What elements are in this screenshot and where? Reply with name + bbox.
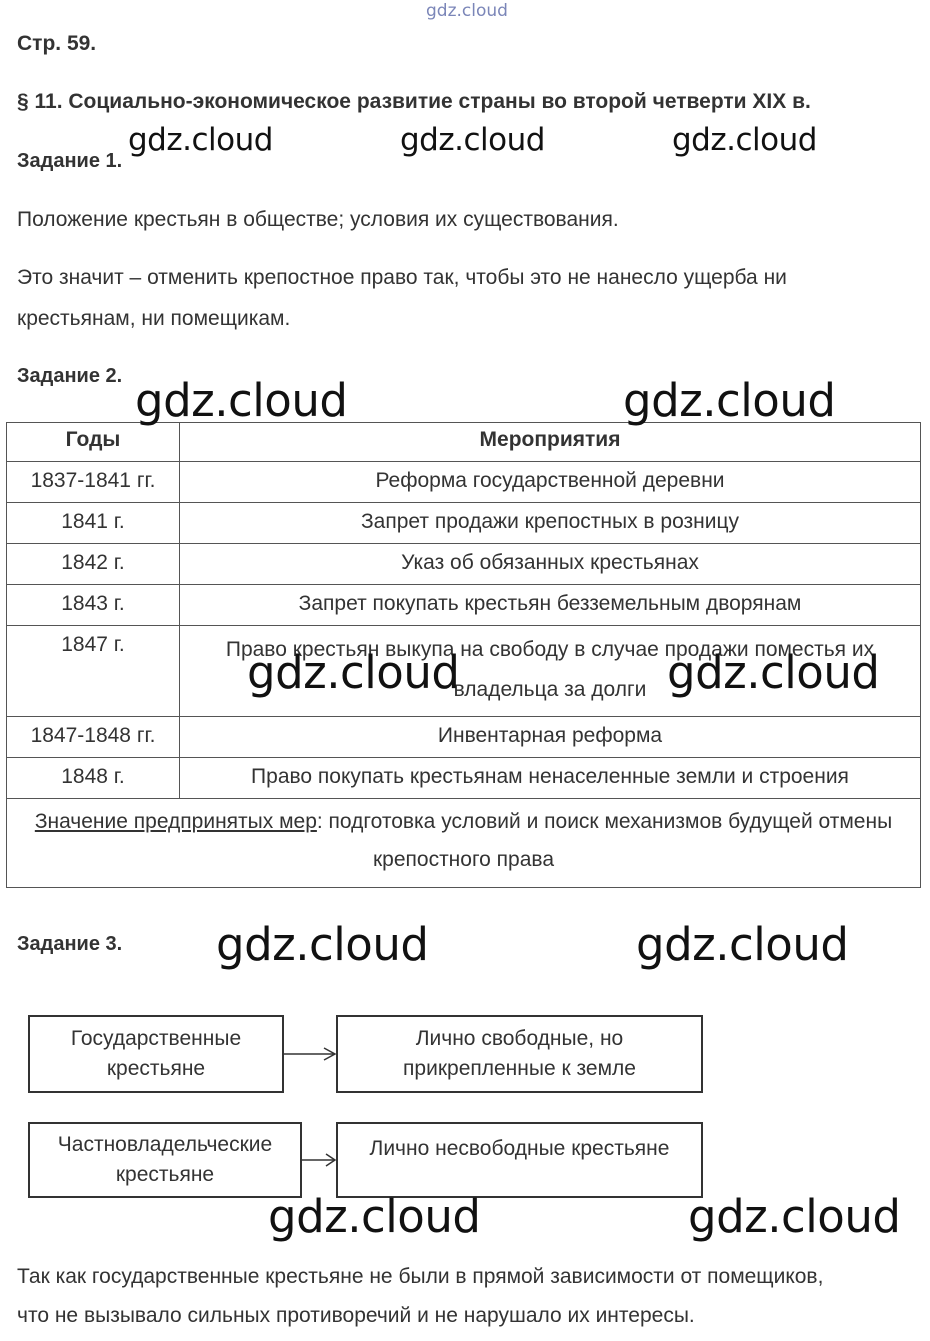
event-cell: Указ об обязанных крестьянах [180, 544, 921, 585]
watermark: gdz.cloud [400, 122, 545, 158]
state-peasants-label: Государственные крестьяне [70, 1027, 242, 1080]
personally-free-box [336, 1015, 703, 1093]
note-text: : подготовка условий и поиск механизмов будущей отмены крепостного права [316, 810, 893, 871]
note-label: Значение предпринятых мер [34, 810, 317, 833]
table-row [7, 717, 921, 758]
header-events: Мероприятия [180, 423, 921, 462]
watermark-top: gdz.cloud [426, 1, 508, 21]
state-peasants-box [28, 1015, 284, 1093]
table-row [7, 462, 921, 503]
task1-line2a: Это значит – отменить крепостное право так, чтобы это не нанесло ущерба ни [17, 266, 787, 289]
header-years: Годы [7, 423, 180, 462]
task3-conclusion-a: Так как государственные крестьяне не были в прямой зависимости от помещиков, [17, 1265, 824, 1288]
year-cell: 1848 г. [7, 758, 180, 799]
watermark: gdz.cloud [667, 646, 880, 699]
arrow-right-icon [284, 1044, 338, 1064]
private-peasants-label: Частновладельческие крестьяне [57, 1133, 273, 1186]
event-cell: Запрет покупать крестьян безземельным дворянам [180, 585, 921, 626]
watermark: gdz.cloud [688, 1190, 901, 1243]
watermark: gdz.cloud [135, 374, 348, 427]
table-header-row [7, 423, 921, 462]
year-cell: 1847 г. [7, 626, 180, 717]
event-cell: Инвентарная реформа [180, 717, 921, 758]
watermark: gdz.cloud [623, 374, 836, 427]
task3-conclusion-b: что не вызывало сильных противоречий и не нарушало их интересы. [17, 1304, 695, 1327]
table-note-row [7, 799, 921, 888]
table-row [7, 585, 921, 626]
personally-free-label: Лично свободные, но прикрепленные к земле [403, 1027, 636, 1080]
task2-heading: Задание 2. [17, 365, 123, 387]
year-cell: 1841 г. [7, 503, 180, 544]
watermark: gdz.cloud [672, 122, 817, 158]
personally-unfree-label: Лично несвободные крестьяне [369, 1137, 670, 1160]
table-row [7, 544, 921, 585]
event-cell: Запрет продажи крепостных в розницу [180, 503, 921, 544]
table-row [7, 758, 921, 799]
page-label: Стр. 59. [17, 32, 97, 55]
watermark: gdz.cloud [216, 918, 429, 971]
task3-heading: Задание 3. [17, 933, 123, 955]
personally-unfree-box [336, 1122, 703, 1198]
event-cell: Право покупать крестьянам ненаселенные земли и строения [180, 758, 921, 799]
year-cell: 1847-1848 гг. [7, 717, 180, 758]
watermark: gdz.cloud [247, 646, 460, 699]
watermark: gdz.cloud [128, 122, 273, 158]
year-cell: 1843 г. [7, 585, 180, 626]
watermark: gdz.cloud [268, 1190, 481, 1243]
table-row [7, 503, 921, 544]
year-cell: 1837-1841 гг. [7, 462, 180, 503]
task1-line2b: крестьянам, ни помещикам. [17, 307, 291, 330]
year-cell: 1842 г. [7, 544, 180, 585]
event-cell: Реформа государственной деревни [180, 462, 921, 503]
watermark: gdz.cloud [636, 918, 849, 971]
arrow-right-icon [302, 1150, 338, 1170]
event-cell: Право крестьян выкупа на свободу в случае продажи поместья их владельца за долги [180, 626, 921, 717]
private-peasants-box [28, 1122, 302, 1198]
measures-significance [7, 799, 921, 888]
section-title: § 11. Социально-экономическое развитие страны во второй четверти XIX в. [17, 90, 811, 113]
task1-heading: Задание 1. [17, 150, 123, 172]
task1-line1: Положение крестьян в обществе; условия их существования. [17, 208, 619, 231]
